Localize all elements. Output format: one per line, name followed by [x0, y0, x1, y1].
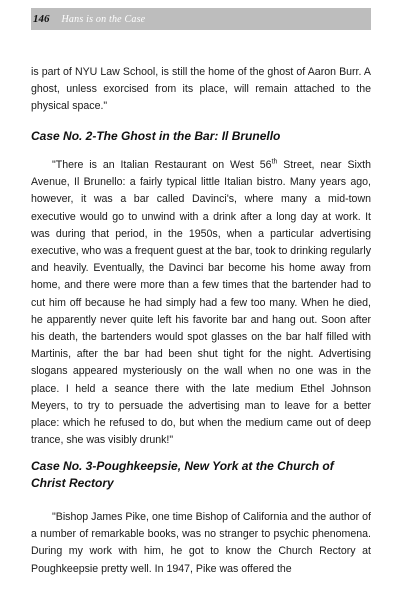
heading-case-3: Case No. 3-Poughkeepsie, New York at the Church of Christ Rectory: [31, 459, 334, 490]
paragraph-case-3: "Bishop James Pike, one time Bishop of California and the author of a number of remarkable books, was no stranger to psychic phenomena. During my work with him, he got to know the Church Rectory at Poughkeepsie pretty well. In 1947, Pike was offered the: [31, 511, 371, 575]
running-head: [31, 8, 371, 30]
paragraph-continued: is part of NYU Law School, is still the home of the ghost of Aaron Burr. A ghost, unless exorcised from its place, will remain attached to the physical space.": [31, 66, 371, 113]
paragraph-case-2: [31, 157, 371, 449]
ordinal-suffix: th: [271, 158, 278, 166]
paragraph-case-2-part-2: Street, near Sixth Avenue, Il Brunello: a fairly typical little Italian bistro. Many years ago, however, it was a bar called Davinci's, where many a mid-town executive would go to unwind with a drink after a long day at work. It was during that period, in the 1950s, when a particular advertising executive, who was a frequent guest at the bar, took to drinking regularly and heavily. Eventually, the Davinci bar become his home away from home, and there were more than a few times that the bartender had to cut him off because he had simply had a few too many. When he died, he apparently never quite left his favorite bar and hang out. Soon after his death, the bartenders would spot glasses on the bar half filled with Martinis, after the bar had been shut tight for the night. Advertising slogans appeared mysteriously on the wall when no one was in the place. I held a seance there with the late medium Ethel Johnson Meyers, to try to persuade the advertising man to leave for a better place: which he refused to do, but when the medium came out of deep trance, she was visibly drunk!": [31, 159, 371, 447]
paragraph-case-2-part-1: "There is an Italian Restaurant on West 56: [52, 159, 272, 171]
page-number: 146: [33, 13, 50, 25]
heading-case-2: Case No. 2-The Ghost in the Bar: Il Brunello: [31, 129, 281, 143]
running-title: Hans is on the Case: [61, 13, 146, 25]
